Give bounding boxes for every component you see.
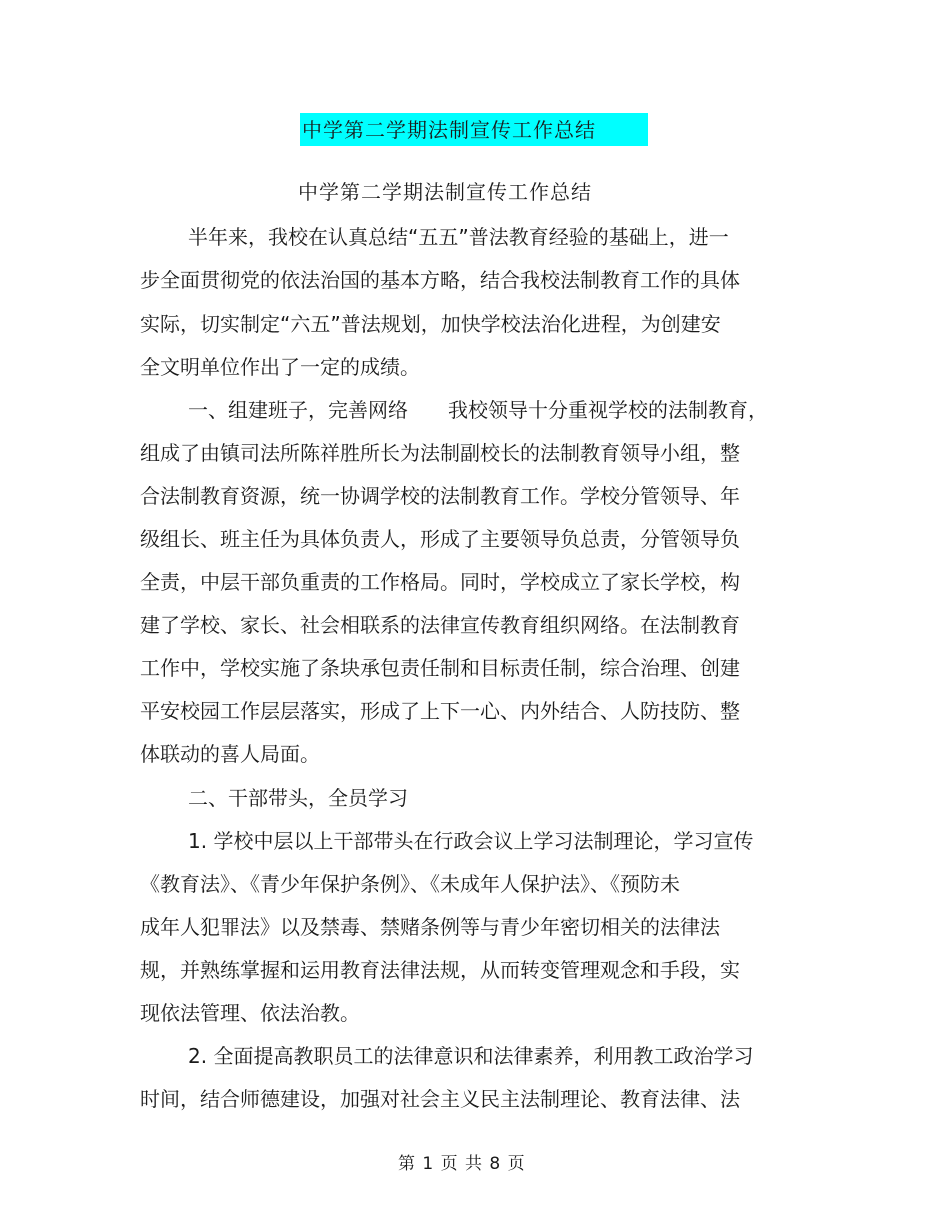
body-line: 全责，中层干部负重责的工作格局。同时，学校成立了家长学校，构 [140,570,740,594]
body-line: 一、组建班子，完善网络 我校领导十分重视学校的法制教育， [188,398,768,422]
body-line: 现依法管理、依法治教。 [140,1001,360,1025]
body-line: 规，并熟练掌握和运用教育法律法规，从而转变管理观念和手段，实 [140,958,740,982]
document-subtitle: 中学第二学期法制宣传工作总结 [298,180,592,204]
section-heading: 二、干部带头，全员学习 [188,786,408,810]
body-line: 组成了由镇司法所陈祥胜所长为法制副校长的法制教育领导小组，整 [140,441,740,465]
body-line: 《教育法》、《青少年保护条例》、《未成年人保护法》、《预防未 [140,872,680,896]
body-line: 步全面贯彻党的依法治国的基本方略，结合我校法制教育工作的具体 [140,268,740,292]
body-line: 工作中，学校实施了条块承包责任制和目标责任制，综合治理、创建 [140,656,740,680]
body-line: 时间，结合师德建设，加强对社会主义民主法制理论、教育法律、法 [140,1087,740,1111]
body-line: 半年来，我校在认真总结“五五”普法教育经验的基础上，进一 [188,225,729,249]
body-line: 体联动的喜人局面。 [140,742,320,766]
body-line: 2. 全面提高教职员工的法律意识和法律素养，利用教工政治学习 [188,1044,754,1068]
body-line: 合法制教育资源，统一协调学校的法制教育工作。学校分管领导、年 [140,484,740,508]
body-line: 全文明单位作出了一定的成绩。 [140,355,420,379]
body-line: 1. 学校中层以上干部带头在行政会议上学习法制理论，学习宣传 [188,829,754,853]
page-footer: 第 1 页 共 8 页 [398,1154,526,1174]
body-line: 建了学校、家长、社会相联系的法律宣传教育组织网络。在法制教育 [140,613,740,637]
body-line: 实际，切实制定“六五”普法规划，加快学校法治化进程，为创建安 [140,312,721,336]
body-line: 成年人犯罪法》以及禁毒、禁赌条例等与青少年密切相关的法律法 [140,915,720,939]
body-line: 级组长、班主任为具体负责人，形成了主要领导负总责，分管领导负 [140,527,740,551]
body-line: 平安校园工作层层落实，形成了上下一心、内外结合、人防技防、整 [140,699,740,723]
document-title: 中学第二学期法制宣传工作总结 [302,118,596,142]
